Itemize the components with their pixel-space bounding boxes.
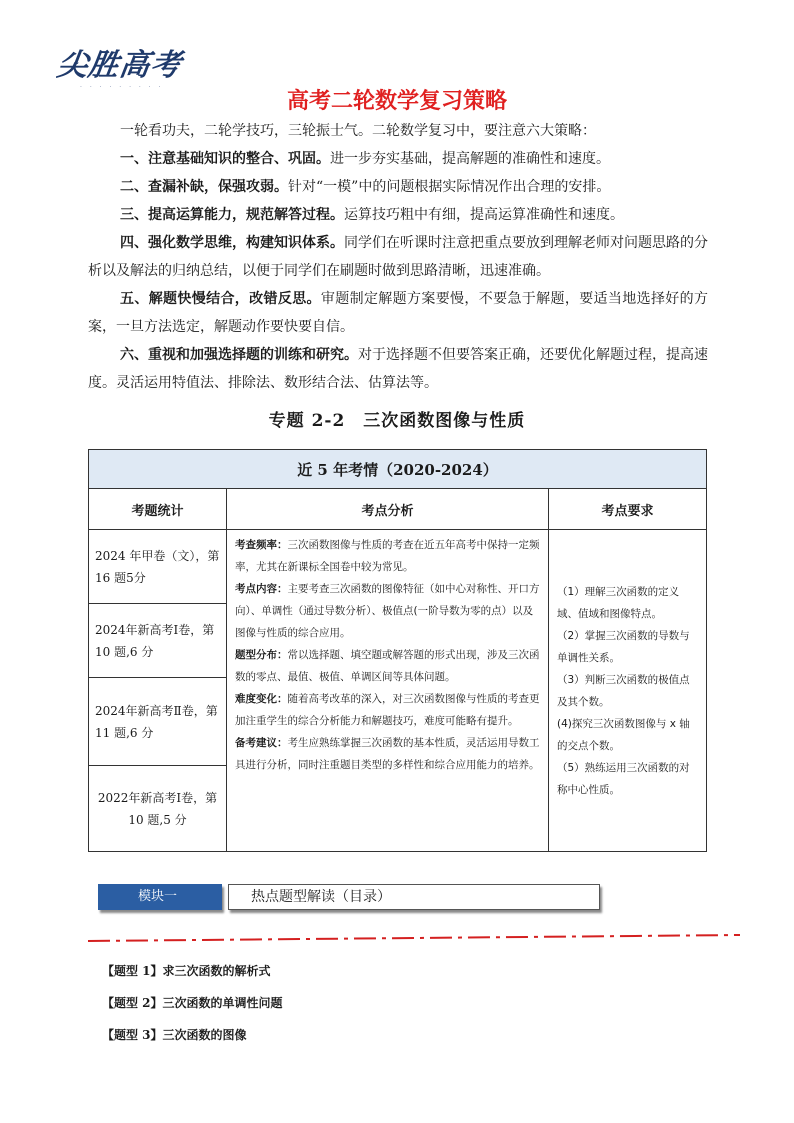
requirement-item: (4)探究三次函数图像与 x 轴的交点个数。 [557, 717, 690, 752]
dashed-divider [88, 933, 740, 943]
paragraph-text: 进一步夯实基础，提高解题的准确性和速度。 [330, 151, 610, 167]
column-header-analysis: 考点分析 [227, 489, 549, 530]
analysis-text: 三次函数图像与性质的考查在近五年高考中保持一定频率，尤其在新课标全国卷中较为常见。 [235, 539, 540, 573]
paragraph-text: 运算技巧粗中有细，提高运算准确性和速度。 [344, 207, 624, 223]
toc-tag: 【题型 2】 [102, 996, 163, 1010]
toc-item [102, 1026, 247, 1043]
stat-cell: 2024年新高考Ⅱ卷，第 11 题,6 分 [89, 678, 227, 766]
stat-cell: 2024年新高考Ⅰ卷，第 10 题,6 分 [89, 604, 227, 678]
paragraph-bold: 一、注意基础知识的整合、巩固。 [120, 151, 330, 167]
toc-item [102, 962, 271, 979]
subject-title: 专题 2-2 三次函数图像与性质 [268, 411, 526, 431]
paragraph-strategy-1 [88, 145, 708, 173]
paragraph-strategy-6 [88, 341, 708, 397]
paragraph-text: 对于选择题不但要答案正确，还要优化解题过程，提高速度。灵活运用特值法、排除法、数形结合法、估算法等。 [88, 347, 708, 391]
paragraph-bold: 二、查漏补缺，保强攻弱。 [120, 179, 288, 195]
analysis-text: 考生应熟练掌握三次函数的基本性质，灵活运用导数工具进行分析，同时注重题目类型的多样性和综合应用能力的培养。 [235, 737, 540, 771]
analysis-cell [227, 530, 549, 852]
exam-info-table [88, 449, 707, 852]
module-banner [98, 884, 598, 910]
toc-text: 三次函数的单调性问题 [162, 996, 283, 1010]
paragraph-bold: 三、提高运算能力，规范解答过程。 [120, 207, 344, 223]
page-title: 高考二轮数学复习策略 [286, 89, 507, 114]
analysis-item [235, 578, 540, 644]
paragraph-text: 审题制定解题方案要慢，不要急于解题，要适当地选择好的方案，一旦方法选定，解题动作要快要自信。 [88, 291, 709, 335]
requirements-cell [549, 530, 707, 852]
analysis-label: 难度变化： [235, 693, 288, 705]
analysis-item [235, 534, 540, 578]
toc-tag: 【题型 1】 [102, 964, 163, 978]
paragraph-strategy-2 [88, 173, 708, 201]
analysis-text: 主要考查三次函数的图像特征（如中心对称性、开口方向）、单调性（通过导数分析）、极值点(一阶导数为零的点）以及图像与性质的综合应用。 [235, 583, 540, 639]
paragraph-text: 一轮看功夫，二轮学技巧，三轮振士气。二轮数学复习中，要注意六大策略： [120, 123, 596, 139]
analysis-item [235, 688, 540, 732]
requirement-item: （1）理解三次函数的定义域、值域和图像特点。 [557, 585, 680, 620]
paragraph-bold: 六、重视和加强选择题的训练和研究。 [120, 347, 358, 363]
paragraph-strategy-5 [88, 285, 708, 341]
column-header-stats: 考题统计 [89, 489, 227, 530]
paragraph-bold: 四、强化数学思维，构建知识体系。 [120, 235, 344, 251]
logo-text: 尖胜高考 [55, 48, 184, 83]
module-title: 热点题型解读（目录） [228, 884, 600, 910]
paragraph-text: 同学们在听课时注意把重点要放到理解老师对问题思路的分析以及解法的归纳总结，以便于同学们在刷题时做到思路清晰，迅速准确。 [88, 235, 708, 279]
paragraph-bold: 五、解题快慢结合，改错反思。 [120, 291, 321, 307]
column-header-requirements: 考点要求 [549, 489, 707, 530]
analysis-label: 考查频率： [235, 539, 288, 551]
stat-cell: 2024 年甲卷（文），第 16 题5分 [89, 530, 227, 604]
toc-text: 三次函数的图像 [162, 1028, 247, 1042]
module-label: 模块一 [98, 884, 222, 910]
analysis-label: 备考建议： [235, 737, 288, 749]
toc-tag: 【题型 3】 [102, 1028, 163, 1042]
analysis-label: 考点内容： [235, 583, 288, 595]
analysis-item [235, 732, 540, 776]
table-caption: 近 5 年考情（2020-2024） [89, 450, 707, 489]
paragraph-intro [88, 117, 708, 145]
requirement-item: （5）熟练运用三次函数的对称中心性质。 [557, 761, 690, 796]
analysis-text: 随着高考改革的深入，对三次函数图像与性质的考查更加注重学生的综合分析能力和解题技巧，难度可能略有提升。 [235, 693, 540, 727]
requirement-item: （2）掌握三次函数的导数与单调性关系。 [557, 629, 690, 664]
paragraph-strategy-4 [88, 229, 708, 285]
analysis-text: 常以选择题、填空题或解答题的形式出现，涉及三次函数的零点、最值、极值、单调区间等具体问题。 [235, 649, 540, 683]
analysis-label: 题型分布： [235, 649, 288, 661]
analysis-item [235, 644, 540, 688]
paragraph-text: 针对“一模”中的问题根据实际情况作出合理的安排。 [288, 179, 611, 195]
logo-subtitle: · · · · · · · · · [80, 84, 164, 91]
paragraph-strategy-3 [88, 201, 708, 229]
stat-cell: 2022年新高考Ⅰ卷，第 10 题,5 分 [89, 766, 227, 852]
requirement-item: （3）判断三次函数的极值点及其个数。 [557, 673, 690, 708]
toc-text: 求三次函数的解析式 [162, 964, 271, 978]
toc-item [102, 994, 283, 1011]
